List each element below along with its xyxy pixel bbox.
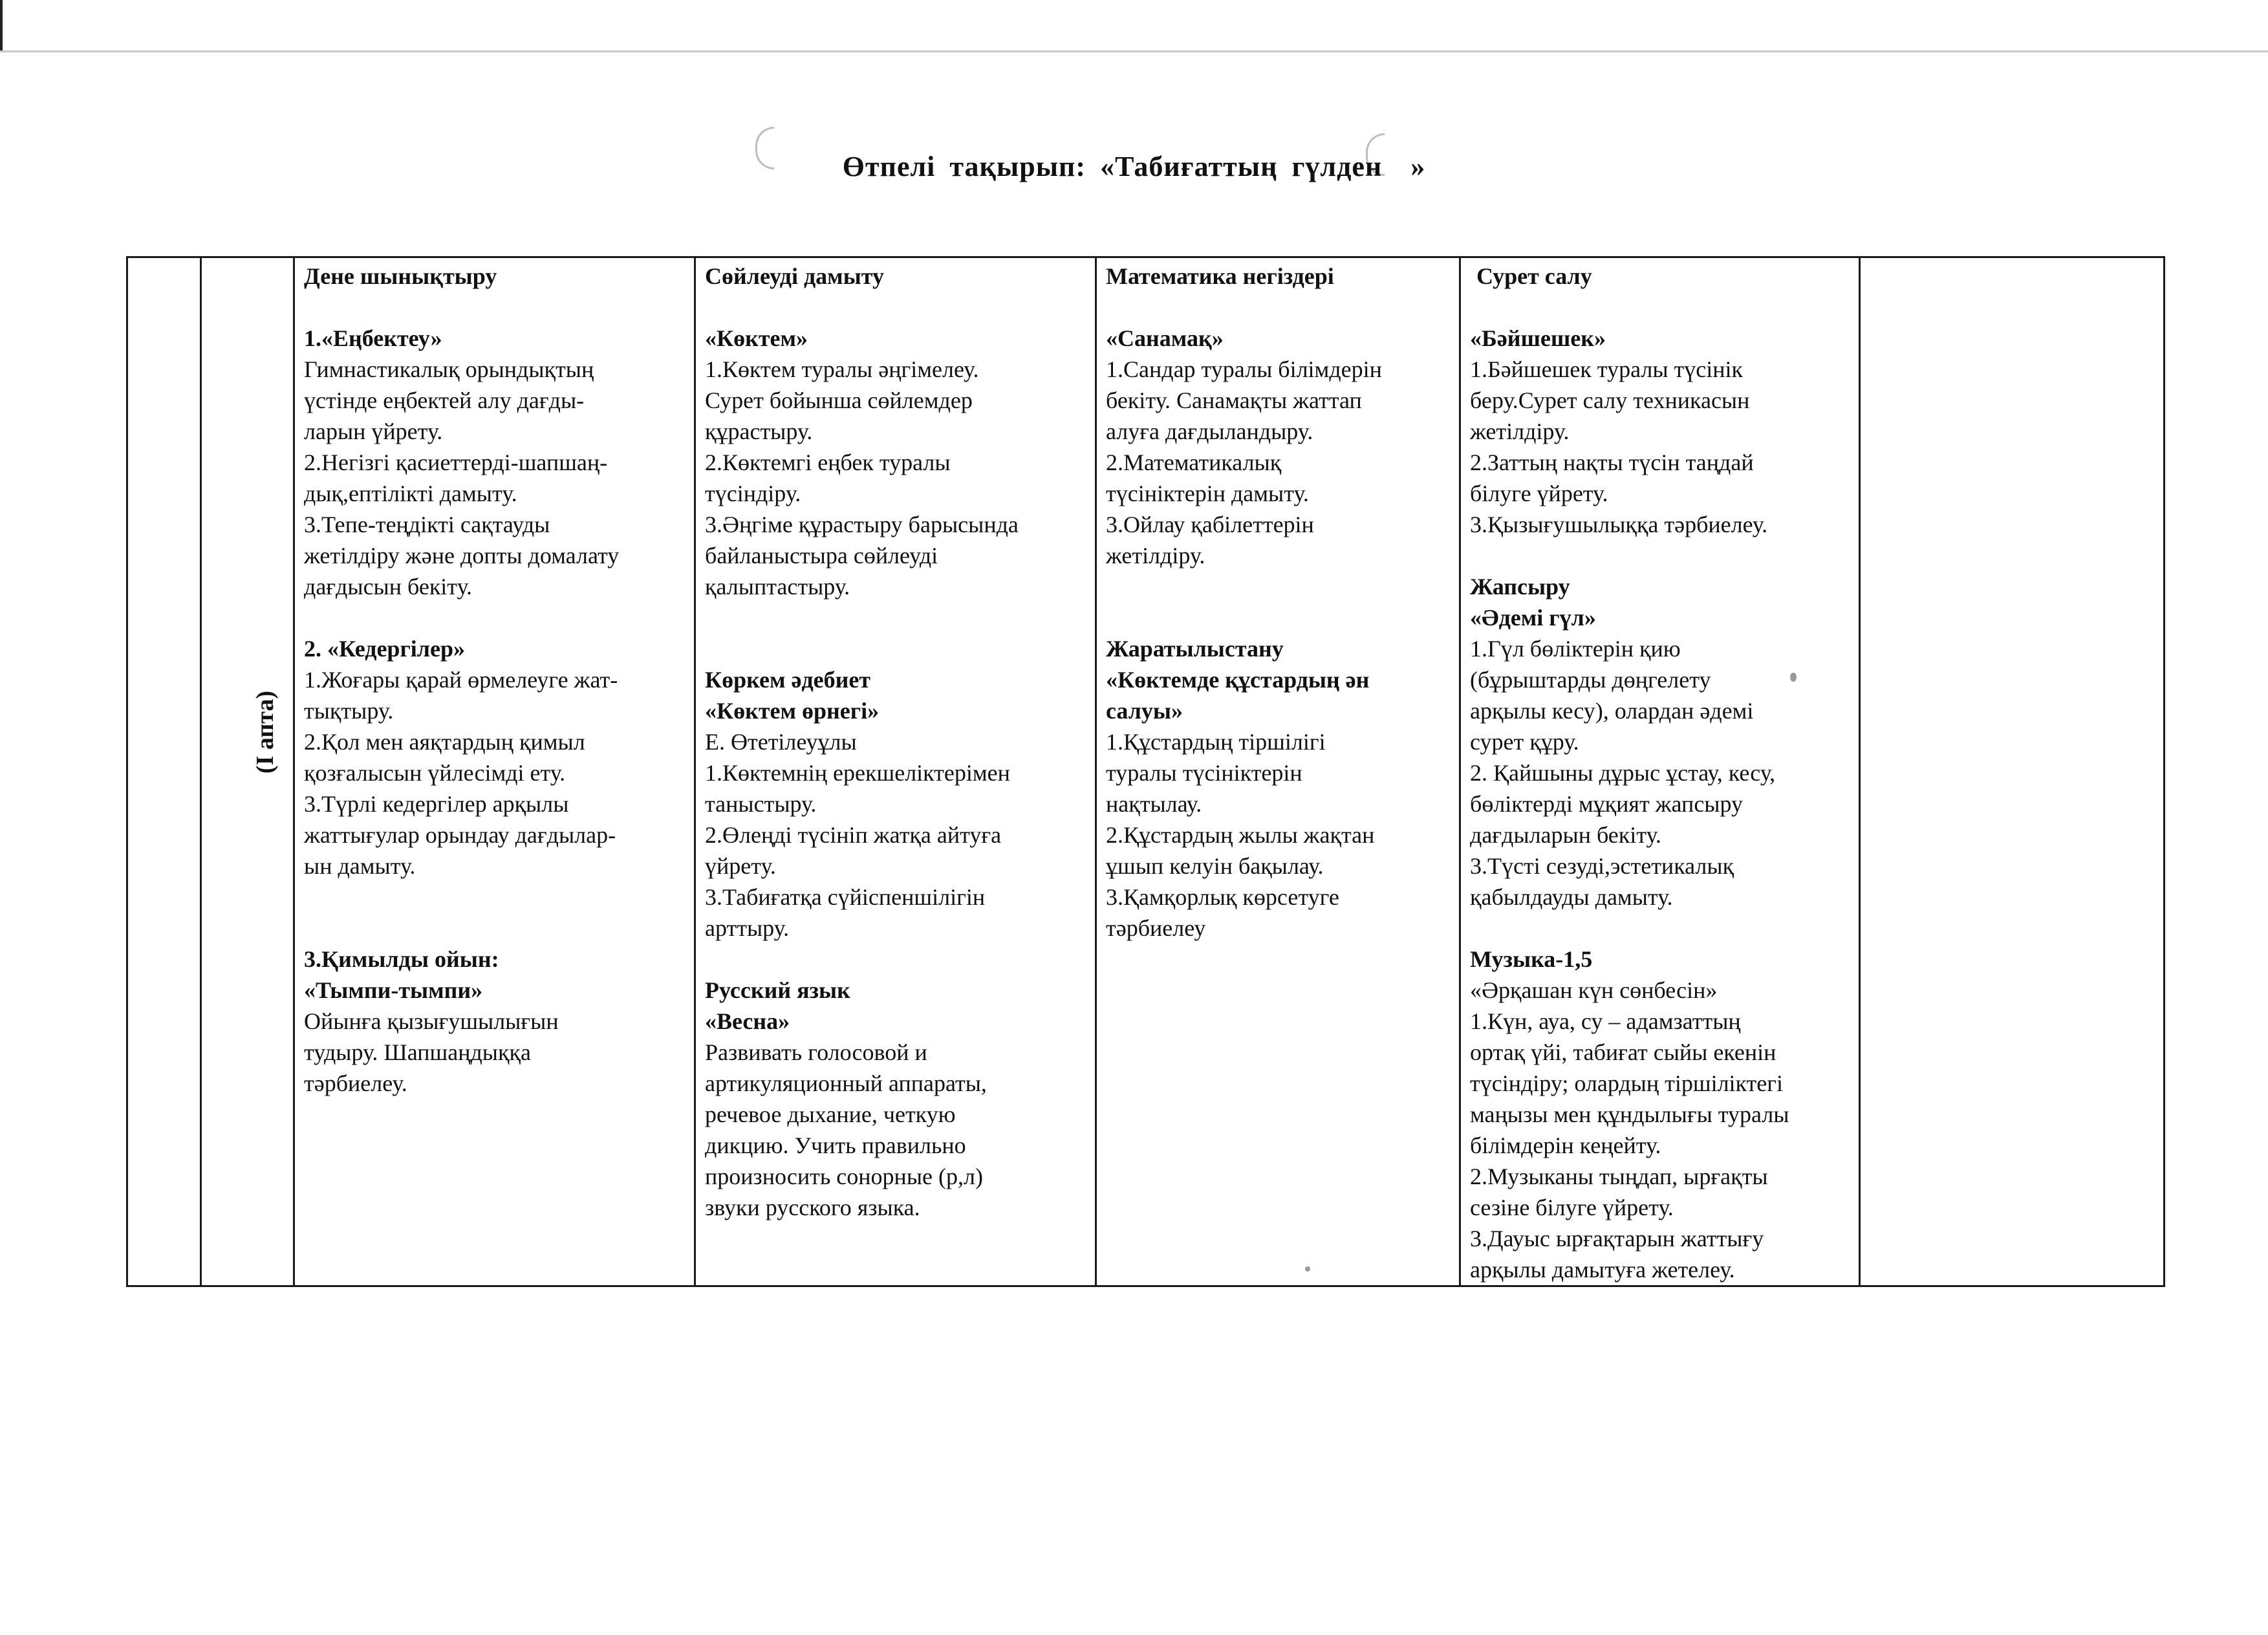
text-line: беру.Сурет салу техникасын: [1470, 387, 1750, 413]
text-line: Ойынға қызығушылығын: [304, 1008, 559, 1034]
text-line: 1.Гүл бөліктерін қию: [1470, 636, 1681, 662]
text-line: произносить сонорные (р,л): [705, 1164, 983, 1189]
block-title: Музыка-1,5: [1470, 946, 1593, 972]
column-phys-ed: [294, 257, 695, 1286]
blank-cell-left: [127, 257, 201, 1286]
text-line: қалыптастыру.: [705, 574, 850, 600]
text-line: 1.Күн, ауа, су – адамзаттың: [1470, 1008, 1741, 1034]
text-line: түсіндіру.: [705, 481, 801, 506]
block-subtitle: «Весна»: [705, 1008, 790, 1034]
text-line: 2.Математикалық: [1106, 449, 1282, 475]
text-line: 1.Жоғары қарай өрмелеуге жат-: [304, 667, 618, 693]
text-line: сурет құру.: [1470, 729, 1579, 755]
column-art: [1460, 257, 1860, 1286]
text-line: звуки русского языка.: [705, 1195, 920, 1220]
text-line: ларын үйрету.: [304, 418, 443, 444]
text-line: арттыру.: [705, 915, 790, 941]
page-title: Өтпелі тақырып: «Табиғаттың гүлден »: [842, 151, 1426, 182]
text-line: құрастыру.: [705, 418, 813, 444]
text-line: дағдысын бекіту.: [304, 574, 472, 600]
block-title: «Көктем»: [705, 325, 808, 351]
column-heading: Сурет салу: [1476, 263, 1592, 289]
block-subtitle: «Әрқашан күн сөнбесін»: [1470, 977, 1718, 1003]
week-cell: [201, 257, 294, 1286]
text-line: Е. Өтетілеуұлы: [705, 729, 857, 755]
text-line: қозғалысын үйлесімді ету.: [304, 760, 566, 786]
text-line: нақтылау.: [1106, 791, 1202, 817]
text-line: 2.Өлеңді түсініп жатқа айтуға: [705, 822, 1002, 848]
text-line: 1.Көктемнің ерекшеліктерімен: [705, 760, 1010, 786]
text-line: 3.Түсті сезуді,эстетикалық: [1470, 853, 1734, 879]
block-subtitle: «Көктемде құстардың ән: [1106, 667, 1370, 693]
column-speech: [695, 257, 1096, 1286]
text-line: 1.Бәйшешек туралы түсінік: [1470, 356, 1743, 382]
text-line: (бұрыштарды дөңгелету: [1470, 667, 1711, 693]
column-heading: Сөйлеуді дамыту: [705, 263, 885, 289]
text-line: 3.Табиғатқа сүйіспеншілігін: [705, 884, 986, 910]
text-line: 2.Құстардың жылы жақтан: [1106, 822, 1375, 848]
text-line: 1.Құстардың тіршілігі: [1106, 729, 1326, 755]
text-line: артикуляционный аппараты,: [705, 1070, 987, 1096]
text-line: түсініктерін дамыту.: [1106, 481, 1309, 506]
block-title: 1.«Еңбектеу»: [304, 325, 442, 351]
text-line: бөліктерді мұқият жапсыру: [1470, 791, 1744, 817]
block-title: Жапсыру: [1470, 574, 1570, 600]
text-line: 1.Көктем туралы әңгімелеу.: [705, 356, 979, 382]
text-line: речевое дыхание, четкую: [705, 1101, 956, 1127]
text-line: тықтыру.: [304, 698, 394, 724]
text-line: 1.Сандар туралы білімдерін: [1106, 356, 1382, 382]
text-line: Гимнастикалық орындықтың: [304, 356, 594, 382]
text-line: ұшып келуін бақылау.: [1106, 853, 1324, 879]
text-line: жетілдіру.: [1470, 418, 1570, 444]
block-subtitle: «Тымпи-тымпи»: [304, 977, 483, 1003]
blank-cell-right: [1860, 257, 2165, 1286]
text-line: ортақ үйі, табиғат сыйы екенін: [1470, 1039, 1777, 1065]
text-line: 2.Қол мен аяқтардың қимыл: [304, 729, 585, 755]
text-line: үйрету.: [705, 853, 776, 879]
lesson-plan-table: [126, 256, 2165, 1287]
text-line: таныстыру.: [705, 791, 817, 817]
text-line: білімдерін кеңейту.: [1470, 1132, 1661, 1158]
block-title: 3.Қимылды ойын:: [304, 946, 499, 972]
block-subtitle: салуы»: [1106, 698, 1183, 724]
text-line: байланыстыра сөйлеуді: [705, 543, 938, 568]
text-line: 2. Қайшыны дұрыс ұстау, кесу,: [1470, 760, 1776, 786]
block-title: Жаратылыстану: [1106, 636, 1284, 662]
text-line: туралы түсініктерін: [1106, 760, 1302, 786]
column-math: [1096, 257, 1460, 1286]
text-line: маңызы мен құндылығы туралы: [1470, 1101, 1789, 1127]
text-line: арқылы кесу), олардан әдемі: [1470, 698, 1754, 724]
text-line: бекіту. Санамақты жаттап: [1106, 387, 1362, 413]
block-title: Русский язык: [705, 977, 850, 1003]
text-line: дағдыларын бекіту.: [1470, 822, 1661, 848]
block-title: «Санамақ»: [1106, 325, 1224, 351]
text-line: қабылдауды дамыту.: [1470, 884, 1673, 910]
text-line: 2.Көктемгі еңбек туралы: [705, 449, 951, 475]
text-line: арқылы дамытуға жетелеу.: [1470, 1257, 1735, 1283]
text-line: 2.Музыканы тыңдап, ырғақты: [1470, 1164, 1768, 1189]
text-line: 3.Түрлі кедергілер арқылы: [304, 791, 569, 817]
scan-top-line: [0, 50, 2268, 52]
text-line: тудыру. Шапшаңдыққа: [304, 1039, 531, 1065]
week-label: (І апта): [252, 690, 279, 774]
text-line: 3.Қызығушылыққа тәрбиелеу.: [1470, 512, 1768, 537]
text-line: жетілдіру және допты домалату: [304, 543, 620, 568]
block-subtitle: «Әдемі гүл»: [1470, 605, 1596, 631]
text-line: жаттығулар орындау дағдылар-: [304, 822, 616, 848]
text-line: үстінде еңбектей алу дағды-: [304, 387, 585, 413]
text-line: тәрбиелеу.: [304, 1070, 407, 1096]
text-line: 3.Қамқорлық көрсетуге: [1106, 884, 1339, 910]
text-line: 2.Заттың нақты түсін таңдай: [1470, 449, 1754, 475]
text-line: түсіндіру; олардың тіршіліктегі: [1470, 1070, 1784, 1096]
text-line: 2.Негізгі қасиеттерді-шапшаң-: [304, 449, 608, 475]
text-line: Сурет бойынша сөйлемдер: [705, 387, 973, 413]
column-heading: Дене шынықтыру: [304, 263, 497, 289]
text-line: жетілдіру.: [1106, 543, 1205, 568]
block-title: Көркем әдебиет: [705, 667, 871, 693]
text-line: сезіне білуге үйрету.: [1470, 1195, 1674, 1220]
text-line: ын дамыту.: [304, 853, 416, 879]
text-line: дық,ептілікті дамыту.: [304, 481, 517, 506]
text-line: 3.Тепе-теңдікті сақтауды: [304, 512, 550, 537]
block-title: 2. «Кедергілер»: [304, 636, 465, 662]
text-line: тәрбиелеу: [1106, 915, 1206, 941]
block-title: «Бәйшешек»: [1470, 325, 1606, 351]
text-line: алуға дағдыландыру.: [1106, 418, 1313, 444]
text-line: Развивать голосовой и: [705, 1039, 927, 1065]
column-heading: Математика негіздері: [1106, 263, 1334, 289]
scan-edge-mark: [0, 0, 3, 52]
text-line: білуге үйрету.: [1470, 481, 1608, 506]
text-line: 3.Ойлау қабілеттерін: [1106, 512, 1314, 537]
block-subtitle: «Көктем өрнегі»: [705, 698, 880, 724]
text-line: 3.Дауыс ырғақтарын жаттығу: [1470, 1226, 1764, 1251]
text-line: дикцию. Учить правильно: [705, 1132, 966, 1158]
text-line: 3.Әңгіме құрастыру барысында: [705, 512, 1019, 537]
